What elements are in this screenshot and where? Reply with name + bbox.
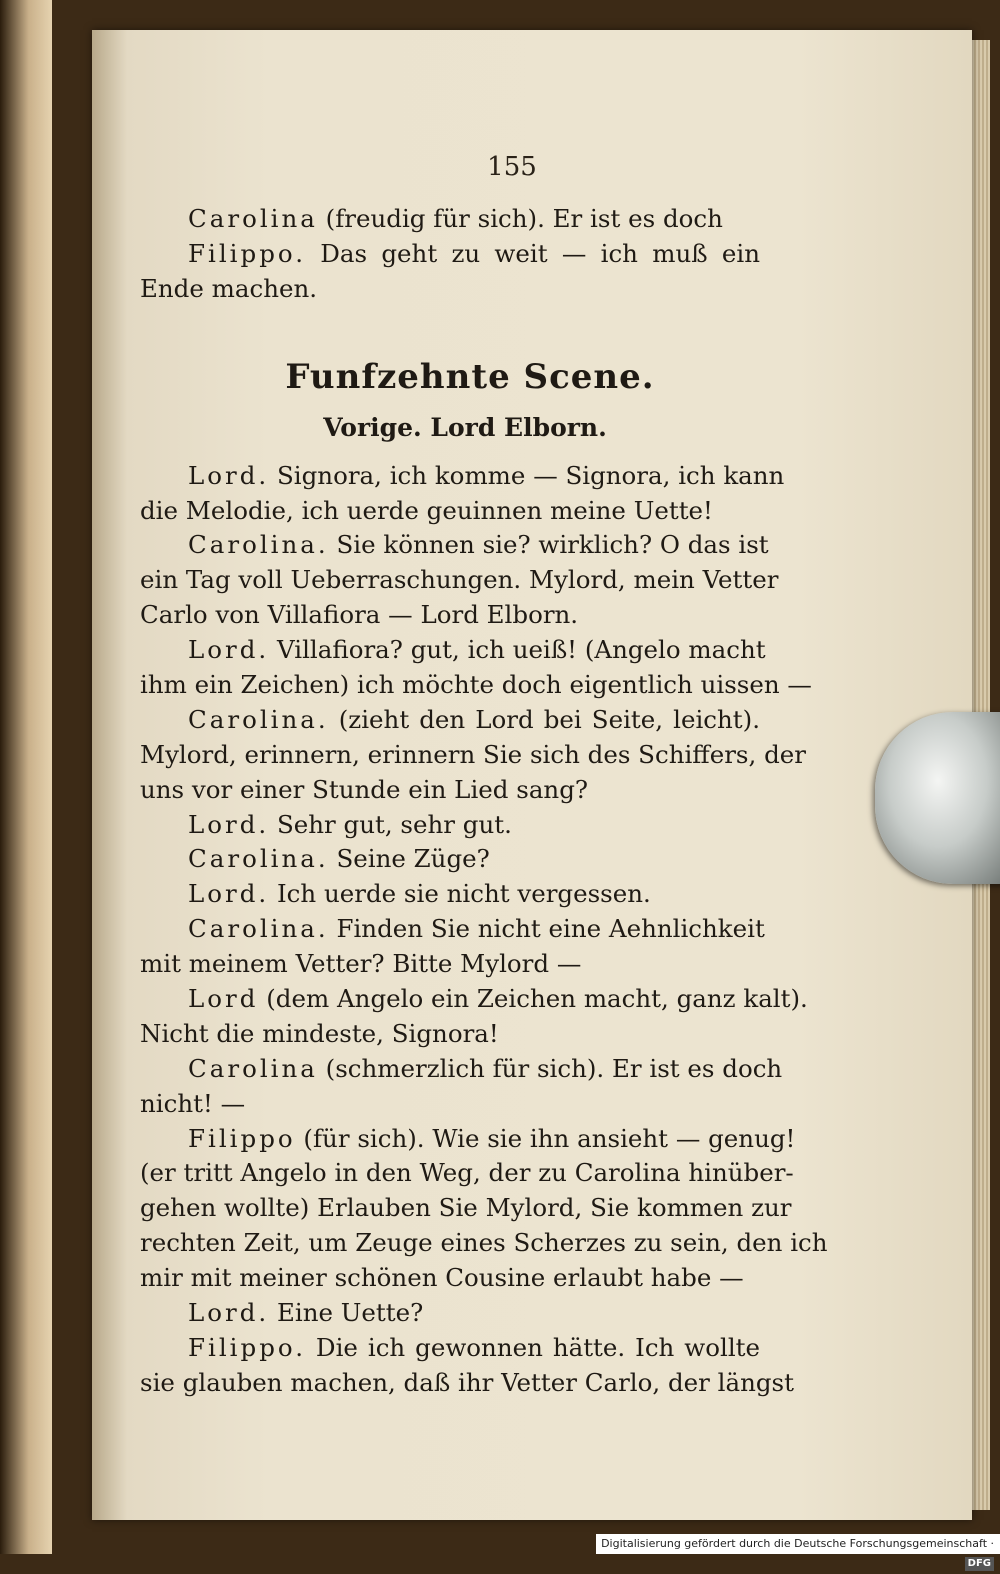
line-text: sie glauben machen, daß ihr Vetter Carlo, der längst [140, 1367, 794, 1397]
line-text: uns vor einer Stunde ein Lied sang? [140, 774, 589, 804]
text-line [140, 459, 785, 494]
line-text: nicht! — [140, 1088, 246, 1118]
line-text: (freudig für sich). Er ist es doch [317, 204, 723, 233]
line-text: die Melodie, ich uerde geuinnen meine Uette! [140, 495, 713, 525]
dfg-logo: DFG [965, 1557, 994, 1571]
text-line [140, 1052, 783, 1087]
line-text: (zieht den Lord bei Seite, leicht). [328, 704, 760, 734]
line-text: Mylord, erinnern, erinnern Sie sich des Schiffers, der [140, 739, 806, 769]
text-line [140, 842, 760, 877]
text-block-before [140, 202, 760, 307]
page-text [140, 202, 828, 1401]
speaker-name: Carolina. [188, 530, 329, 560]
facing-page-edge [0, 0, 52, 1554]
text-line [140, 912, 765, 947]
text-block-after [140, 459, 828, 1401]
line-text: Ich uerde sie nicht vergessen. [269, 879, 651, 909]
speaker-name: Lord. [188, 460, 270, 490]
line-text: (schmerzlich für sich). Er ist es doch [317, 1053, 783, 1083]
text-line [140, 563, 779, 598]
speaker-name: Filippo. [188, 238, 306, 268]
text-line [140, 773, 760, 808]
text-line [140, 202, 760, 237]
digitization-footer [596, 1534, 1000, 1569]
speaker-name: Carolina [188, 1053, 318, 1083]
line-text: Villafiora? gut, ich ueiß! (Angelo macht [269, 635, 766, 665]
book-page [92, 30, 972, 1520]
text-line [140, 1331, 760, 1366]
speaker-name: Lord. [188, 635, 270, 665]
line-text: Sehr gut, sehr gut. [269, 809, 512, 839]
line-text: Die ich gewonnen hätte. Ich wollte [305, 1332, 760, 1362]
scene-heading: Funfzehnte Scene. [285, 356, 655, 397]
line-text: mit meinem Vetter? Bitte Mylord — [140, 949, 582, 979]
text-line [140, 1261, 760, 1296]
scene-subheading: Vorige. Lord Elborn. [323, 412, 607, 442]
line-text: mir mit meiner schönen Cousine erlaubt habe — [140, 1263, 744, 1293]
line-text: Eine Uette? [269, 1298, 424, 1328]
speaker-name: Filippo [188, 1123, 296, 1153]
line-text: Carlo von Villafiora — Lord Elborn. [140, 600, 579, 630]
section-gap [140, 307, 760, 349]
line-text: ihm ein Zeichen) ich möchte doch eigentlich uissen — [140, 670, 812, 700]
text-line [140, 947, 760, 982]
text-line [140, 668, 812, 703]
line-text: Das geht zu weit — ich muß ein [305, 238, 760, 268]
text-line [140, 1087, 760, 1122]
text-line [140, 598, 760, 633]
line-text: Signora, ich komme — Signora, ich kann [269, 460, 785, 490]
speaker-name: Lord. [188, 809, 270, 839]
text-line [140, 982, 808, 1017]
line-text: ein Tag voll Ueberraschungen. Mylord, mein Vetter [140, 565, 779, 595]
text-line [140, 1017, 760, 1052]
line-text: Seine Züge? [328, 844, 490, 874]
page-number: 155 [487, 152, 537, 182]
text-line [140, 1122, 796, 1157]
text-line [140, 1156, 794, 1191]
line-text: Nicht die mindeste, Signora! [140, 1018, 499, 1048]
line-text: (er tritt Angelo in den Weg, der zu Carolina hinüber- [140, 1158, 794, 1188]
text-line [140, 633, 766, 668]
speaker-name: Lord. [188, 1298, 270, 1328]
speaker-name: Lord [188, 984, 259, 1014]
speaker-name: Carolina. [188, 914, 329, 944]
speaker-name: Carolina. [188, 704, 329, 734]
footer-text: Digitalisierung gefördert durch die Deutsche Forschungsgemeinschaft · [601, 1537, 994, 1550]
text-line [140, 1191, 792, 1226]
line-text: Ende machen. [140, 273, 318, 303]
speaker-name: Filippo. [188, 1332, 306, 1362]
line-text: rechten Zeit, um Zeuge eines Scherzes zu sein, den ich [140, 1228, 828, 1258]
text-line [140, 738, 806, 773]
speaker-name: Carolina [188, 204, 318, 233]
line-text: (für sich). Wie sie ihn ansieht — genug! [295, 1123, 796, 1153]
text-line [140, 808, 760, 843]
line-text: Sie können sie? wirklich? O das ist [328, 530, 769, 560]
text-line [140, 1366, 794, 1401]
speaker-name: Carolina. [188, 844, 329, 874]
text-line [140, 494, 760, 529]
line-text: (dem Angelo ein Zeichen macht, ganz kalt). [258, 984, 808, 1014]
line-text: gehen wollte) Erlauben Sie Mylord, Sie kommen zur [140, 1193, 792, 1223]
text-line [140, 1296, 760, 1331]
text-line [140, 1226, 828, 1261]
text-line [140, 528, 769, 563]
text-line [140, 703, 760, 738]
speaker-name: Lord. [188, 879, 270, 909]
text-line [140, 877, 760, 912]
text-line [140, 272, 760, 307]
text-line [140, 237, 760, 272]
line-text: Finden Sie nicht eine Aehnlichkeit [328, 914, 765, 944]
